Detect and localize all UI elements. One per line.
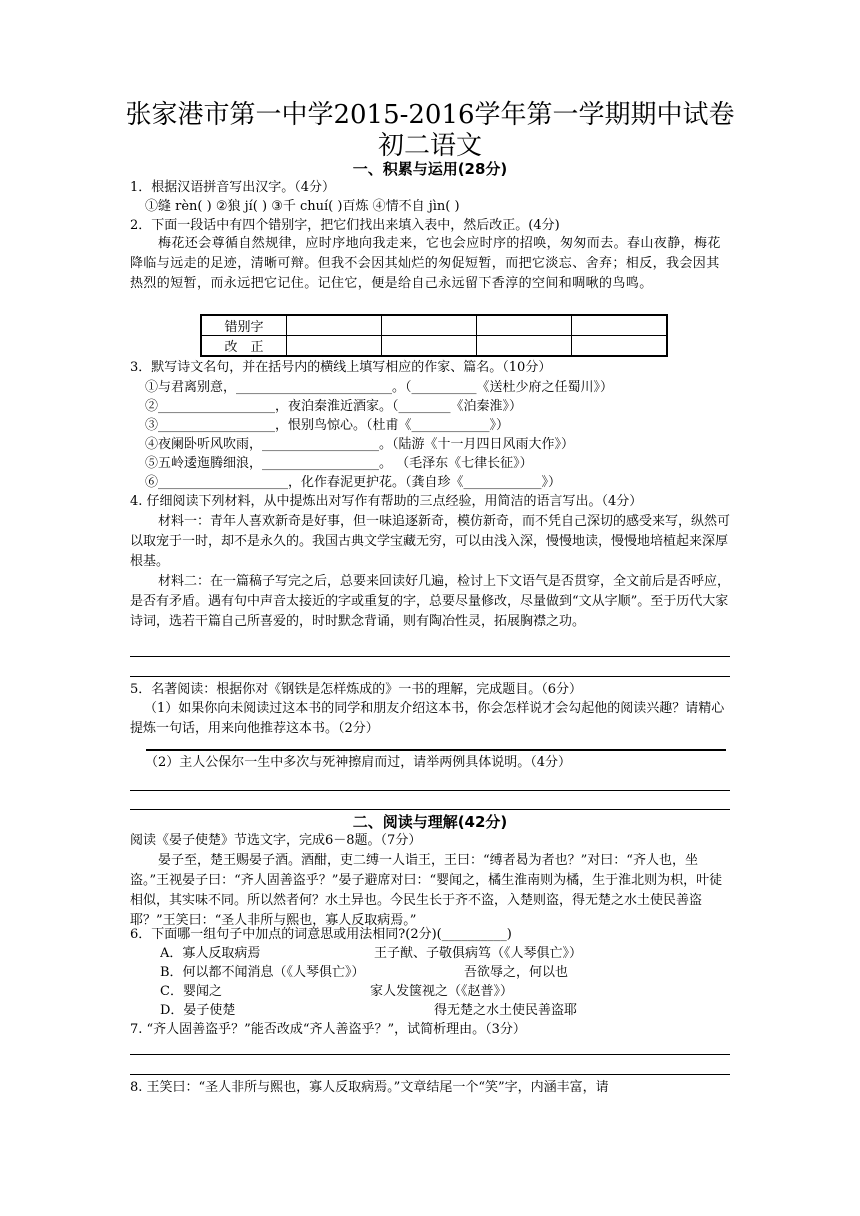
q6-stem: 6．下面哪一组句子中加点的词意思或用法相同?(2分)(__________) — [130, 927, 512, 942]
q3-line-3: ③__________________，恨别鸟惊心。（杜甫《____________》） — [145, 418, 510, 433]
answer-line[interactable] — [146, 749, 726, 751]
q4-stem: 4. 仔细阅读下列材料，从中提炼出对写作有帮助的三点经验，用简洁的语言写出。（4分） — [130, 494, 643, 509]
q6-option-d-right: 得无楚之水土使民善盗耶 — [434, 1003, 578, 1018]
answer-line[interactable] — [130, 676, 730, 677]
table-cell[interactable] — [287, 315, 382, 336]
error-correction-table — [200, 314, 668, 357]
q7-stem: 7. “齐人固善盗乎？”能否改成“齐人善盗乎？”，试简析理由。（3分） — [130, 1022, 526, 1037]
table-cell[interactable] — [572, 336, 668, 357]
table-cell[interactable] — [382, 315, 477, 336]
q6-option-c-right: 家人发箧视之（《赵普》） — [370, 984, 514, 999]
answer-line[interactable] — [130, 1054, 730, 1055]
q4-material-2: 材料二：在一篇稿子写完之后，总要来回读好几遍，检讨上下文语气是否贯穿，全文前后是否呼应，是否有矛盾。遇有句中声音太接近的字或重复的字，总要尽量修改，尽量做到“文从字顺”。至于历代大家诗词，选若干篇自己所喜爱的，时时默念背诵，则有陶冶性灵，拓展胸襟之功。 — [130, 574, 731, 629]
q4-material-1: 材料一：青年人喜欢新奇是好事，但一味追逐新奇，模仿新奇，而不凭自己深切的感受来写，纵然可以取宠于一时，却不是永久的。我国古典文学宝藏无穷，可以由浅入深，慢慢地读，慢慢地培植起来深厚根基。 — [130, 514, 731, 569]
q6-option-a-right: 王子猷、子敬俱病笃（《人琴俱亡》） — [374, 946, 583, 961]
q3-line-4: ④夜阑卧听风吹雨，__________________。（陆游《十一月四日风雨大作》） — [145, 437, 575, 452]
section-2-heading: 二、阅读与理解(42分) — [352, 813, 508, 831]
answer-line[interactable] — [130, 809, 730, 810]
q3-stem: 3．默写诗文名句，并在括号内的横线上填写相应的作家、篇名。（10分） — [130, 360, 552, 375]
q2-passage: 梅花还会尊循自然规律，应时序地向我走来，它也会应时序的招唤，匆匆而去。春山夜静，梅花降临与远走的足迹，清晰可辩。但我不会因其灿烂的匆促短暂，而把它淡忘、舍弃；相反，我会因其热烈的短暂，而永远把它记住。记住它，便是给自己永远留下香淳的空间和啁啾的鸟鸣。 — [130, 236, 721, 291]
reading-intro: 阅读《晏子使楚》节选文字，完成6－8题。（7分） — [130, 833, 422, 848]
exam-title: 张家港市第一中学2015-2016学年第一学期期中试卷 — [125, 100, 735, 130]
q8-stem: 8. 王笑曰：“圣人非所与熙也，寡人反取病焉。”文章结尾一个“笑”字，内涵丰富，请 — [130, 1080, 609, 1095]
exam-subtitle: 初二语文 — [377, 131, 482, 161]
reading-passage: 晏子至，楚王赐晏子酒。酒酣，吏二缚一人诣王，王曰：“缚者曷为者也？”对曰：“齐人也，坐盗。”王视晏子曰：“齐人固善盗乎？”晏子避席对曰：“婴闻之，橘生淮南则为橘，生于淮北则为枳，叶徒相似，其实味不同。所以然者何？水土异也。今民生长于齐不盗，入楚则盗，得无楚之水土使民善盗耶？”王笑曰：“圣人非所与熙也，寡人反取病焉。” — [130, 853, 723, 928]
table-cell[interactable] — [382, 336, 477, 357]
answer-line[interactable] — [130, 656, 730, 657]
table-header-error: 错别字 — [201, 315, 287, 336]
table-cell[interactable] — [287, 336, 382, 357]
table-row — [201, 315, 667, 336]
q5-sub-2: （2）主人公保尔一生中多次与死神擦肩而过，请举两例具体说明。（4分） — [145, 755, 572, 770]
table-cell[interactable] — [572, 315, 668, 336]
q2-stem: 2．下面一段话中有四个错别字，把它们找出来填入表中，然后改正。(4分) — [130, 218, 560, 233]
q6-option-a-left: A．寡人反取病焉 — [160, 946, 261, 961]
answer-line[interactable] — [130, 1074, 730, 1075]
q3-line-2: ②__________________，夜泊秦淮近酒家。（________《泊秦淮》） — [145, 399, 523, 414]
table-header-correct: 改 正 — [201, 336, 287, 357]
section-1-heading: 一、积累与运用(28分) — [352, 160, 508, 178]
q6-option-b-right: 吾欲辱之，何以也 — [464, 965, 569, 980]
table-cell[interactable] — [477, 315, 572, 336]
q1-items: ①缝 rèn( ) ②狼 jí( ) ③千 chuí( )百炼 ④情不自 jìn( ) — [145, 199, 460, 214]
q5-sub-1: （1）如果你向未阅读过这本书的同学和朋友介绍这本书，你会怎样说才会勾起他的阅读兴趣？请精心提炼一句话，用来向他推荐这本书。（2分） — [130, 701, 725, 736]
q6-option-c-left: C．婴闻之 — [160, 984, 222, 999]
table-row — [201, 336, 667, 357]
q3-line-5: ⑤五岭逶迤腾细浪，__________________。 （毛泽东《七律长征》） — [145, 456, 533, 471]
q6-option-b-left: B．何以都不闻消息（《人琴俱亡》） — [160, 965, 365, 980]
q6-option-d-left: D．晏子使楚 — [160, 1003, 236, 1018]
table-cell[interactable] — [477, 336, 572, 357]
q3-line-1: ①与君离别意，________________________。（__________《送杜少府之任蜀川》） — [145, 380, 614, 395]
q5-stem: 5．名著阅读：根据你对《钢铁是怎样炼成的》一书的理解，完成题目。（6分） — [130, 682, 583, 697]
q3-line-6: ⑥____________________，化作春泥更护花。（龚自珍《____________》） — [145, 475, 562, 490]
answer-line[interactable] — [130, 790, 730, 791]
q1-stem: 1．根据汉语拼音写出汉字。（4分） — [130, 180, 336, 195]
